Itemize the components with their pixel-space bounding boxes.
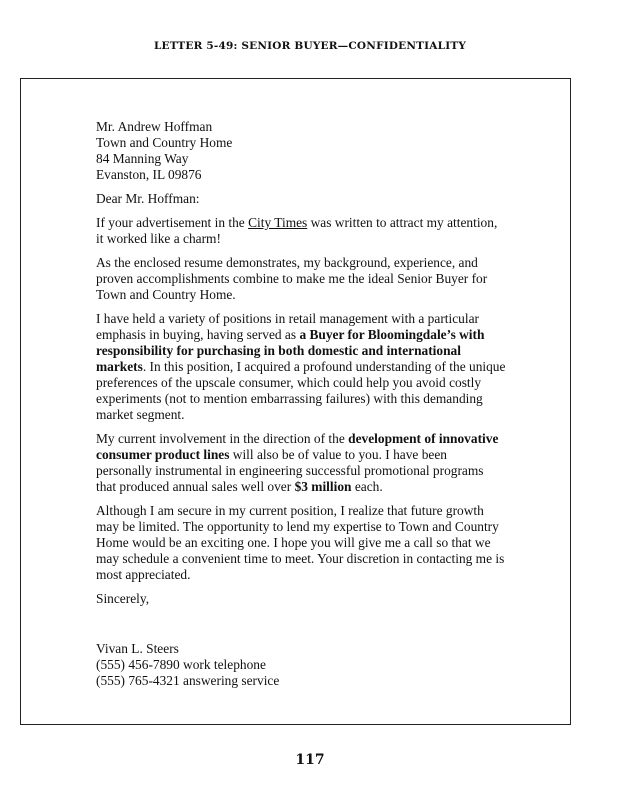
page-header: LETTER 5-49: SENIOR BUYER—CONFIDENTIALITY bbox=[153, 40, 467, 52]
signer-phone-work: (555) 456-7890 work telephone bbox=[96, 657, 266, 672]
paragraph-3 bbox=[96, 311, 506, 423]
paragraph-1 bbox=[96, 215, 506, 247]
signer-name: Vivan L. Steers bbox=[96, 641, 179, 656]
paragraph-5: Although I am secure in my current position, I realize that future growth may be limited. The opportunity to lend my expertise to Town and Country Home would be an exciting one. I hope you will give me a call so that we may schedule a convenient time to meet. Your discretion in contacting me is most appreciated. bbox=[96, 503, 505, 582]
letter-body bbox=[96, 119, 506, 689]
recipient-city: Evanston, IL 09876 bbox=[96, 167, 202, 182]
p1-text-b: was written to attract my attention, it worked like a charm! bbox=[96, 215, 498, 246]
recipient-address bbox=[96, 119, 506, 183]
p3-text-a: I have held a variety of positions in retail management with a particular emphasis in buying, having served as bbox=[96, 311, 479, 342]
recipient-name: Mr. Andrew Hoffman bbox=[96, 119, 213, 134]
p3-text-b: . In this position, I acquired a profound understanding of the unique preferences of the upscale consumer, which could help you avoid costly experiments (not to mention embarrassing failures) with this demanding market segment. bbox=[96, 359, 506, 422]
salutation: Dear Mr. Hoffman: bbox=[96, 191, 200, 206]
p1-text-a: If your advertisement in the bbox=[96, 215, 249, 230]
recipient-street: 84 Manning Way bbox=[96, 151, 189, 166]
p3-bold: a Buyer for Bloomingdale’s with responsibility for purchasing in both domestic and international markets bbox=[96, 327, 485, 374]
closing: Sincerely, bbox=[96, 591, 150, 606]
p4-text-c: each. bbox=[351, 479, 383, 494]
page-number: 117 bbox=[295, 752, 325, 768]
paragraph-2: As the enclosed resume demonstrates, my background, experience, and proven accomplishments combine to make me the ideal Senior Buyer for Town and Country Home. bbox=[96, 255, 488, 302]
signature-block bbox=[96, 641, 506, 689]
recipient-company: Town and Country Home bbox=[96, 135, 233, 150]
signer-phone-service: (555) 765-4321 answering service bbox=[96, 673, 280, 688]
publication-name: City Times bbox=[248, 215, 308, 230]
p4-text-a: My current involvement in the direction of the bbox=[96, 431, 349, 446]
p4-bold-1: development of innovative consumer product lines bbox=[96, 431, 499, 462]
paragraph-4 bbox=[96, 431, 506, 495]
p4-bold-2: $3 million bbox=[294, 479, 352, 494]
p4-text-b: will also be of value to you. I have been personally instrumental in engineering successful promotional programs that produced annual sales well over bbox=[96, 447, 484, 494]
